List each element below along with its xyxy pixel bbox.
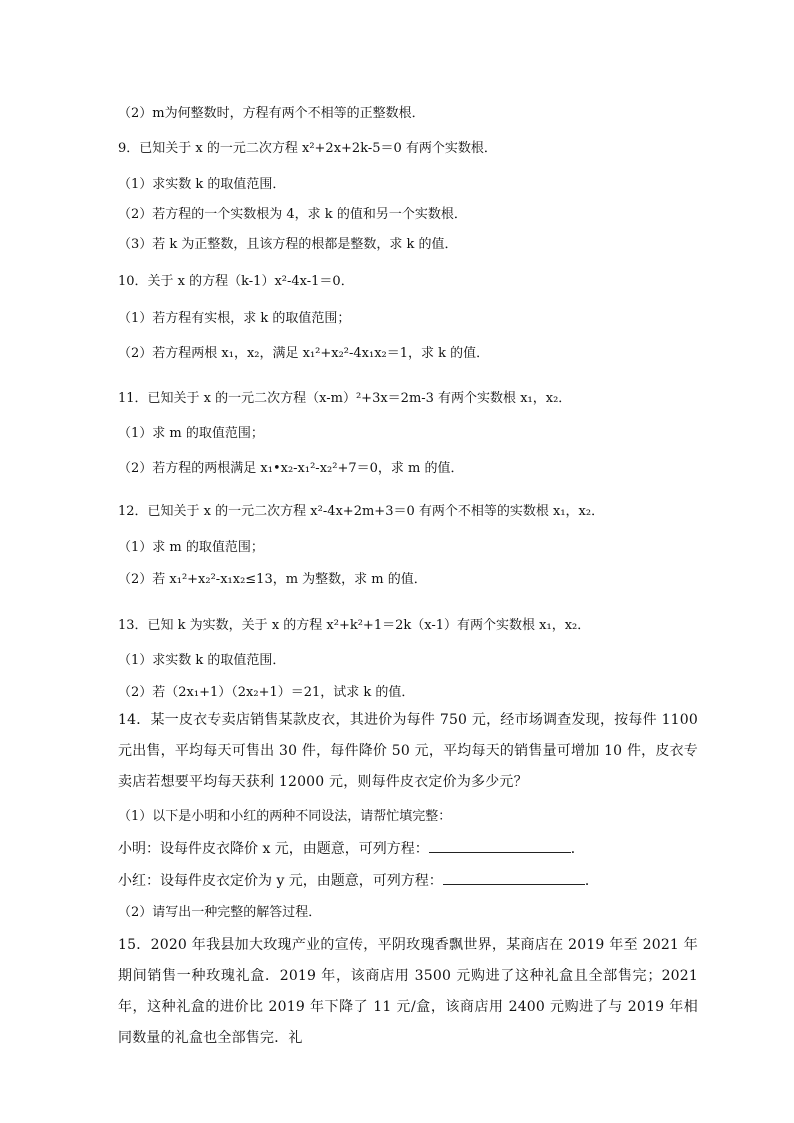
- q14-stem: 14．某一皮衣专卖店销售某款皮衣，其进价为每件 750 元，经市场调查发现，按每件 1100 元出售，平均每天可售出 30 件，每件降价 50 元，平均每天的销售量可增加 10 件，皮衣专卖店若想要平均每天获利 12000 元，则每件皮衣定价为多少元？: [118, 712, 698, 790]
- q11-part2: （2）若方程的两根满足 x₁•x₂-x₁²-x₂²+7＝0，求 m 的值．: [118, 461, 464, 476]
- q14-xiaohong: 小红：设每件皮衣定价为 y 元，由题意，可列方程： ．: [118, 873, 599, 889]
- q15-stem: 15．2020 年我县加大玫瑰产业的宣传，平阴玫瑰香飘世界，某商店在 2019 年至 2021 年期间销售一种玫瑰礼盒．2019 年，该商店用 3500 元购进了这种礼盒且全部售完；2021 年，这种礼盒的进价比 2019 年下降了 11 元/盒，该商店用 2400 元购进了与 2019 年相同数量的礼盒也全部售完．礼: [118, 937, 698, 1046]
- q14-xiaoming-blank: [429, 840, 571, 853]
- q10-part2: （2）若方程两根 x₁，x₂，满足 x₁²+x₂²-4x₁x₂＝1，求 k 的值．: [118, 346, 490, 361]
- q13-part2: （2）若（2x₁+1）（2x₂+1）＝21，试求 k 的值．: [118, 685, 415, 700]
- q12-part1: （1）求 m 的取值范围；: [118, 540, 264, 555]
- q11-part1: （1）求 m 的取值范围；: [118, 426, 264, 441]
- q14-part1: （1）以下是小明和小红的两种不同设法，请帮忙填完整：: [118, 809, 452, 824]
- q14-xiaohong-text: 小红：设每件皮衣定价为 y 元，由题意，可列方程：: [118, 873, 443, 889]
- q12-part2: （2）若 x₁²+x₂²-x₁x₂≤13，m 为整数，求 m 的值．: [118, 572, 427, 587]
- q13-stem: 13．已知 k 为实数，关于 x 的方程 x²+k²+1＝2k（x-1）有两个实数根 x₁，x₂．: [118, 618, 591, 633]
- q11-stem: 11．已知关于 x 的一元二次方程（x-m）²+3x＝2m-3 有两个实数根 x₁，x₂．: [118, 391, 572, 406]
- q12-stem: 12．已知关于 x 的一元二次方程 x²-4x+2m+3＝0 有两个不相等的实数根 x₁，x₂．: [118, 504, 605, 519]
- q8-part2: （2）m为何整数时，方程有两个不相等的正整数根．: [118, 106, 425, 121]
- q9-part1: （1）求实数 k 的取值范围．: [118, 177, 286, 192]
- q14-xiaoming: 小明：设每件皮衣降价 x 元，由题意，可列方程： ．: [118, 841, 585, 857]
- q9-part3: （3）若 k 为正整数，且该方程的根都是整数，求 k 的值．: [118, 237, 458, 252]
- q14-part2: （2）请写出一种完整的解答过程．: [118, 905, 322, 920]
- q13-part1: （1）求实数 k 的取值范围．: [118, 653, 286, 668]
- q9-stem: 9．已知关于 x 的一元二次方程 x²+2x+2k-5＝0 有两个实数根．: [118, 141, 497, 156]
- q10-stem: 10．关于 x 的方程（k-1）x²-4x-1＝0．: [118, 274, 354, 289]
- q14-xiaoming-text: 小明：设每件皮衣降价 x 元，由题意，可列方程：: [118, 841, 429, 857]
- q9-part2: （2）若方程的一个实数根为 4，求 k 的值和另一个实数根．: [118, 207, 467, 222]
- q14-xiaohong-blank: [443, 872, 585, 885]
- q10-part1: （1）若方程有实根，求 k 的取值范围；: [118, 311, 351, 326]
